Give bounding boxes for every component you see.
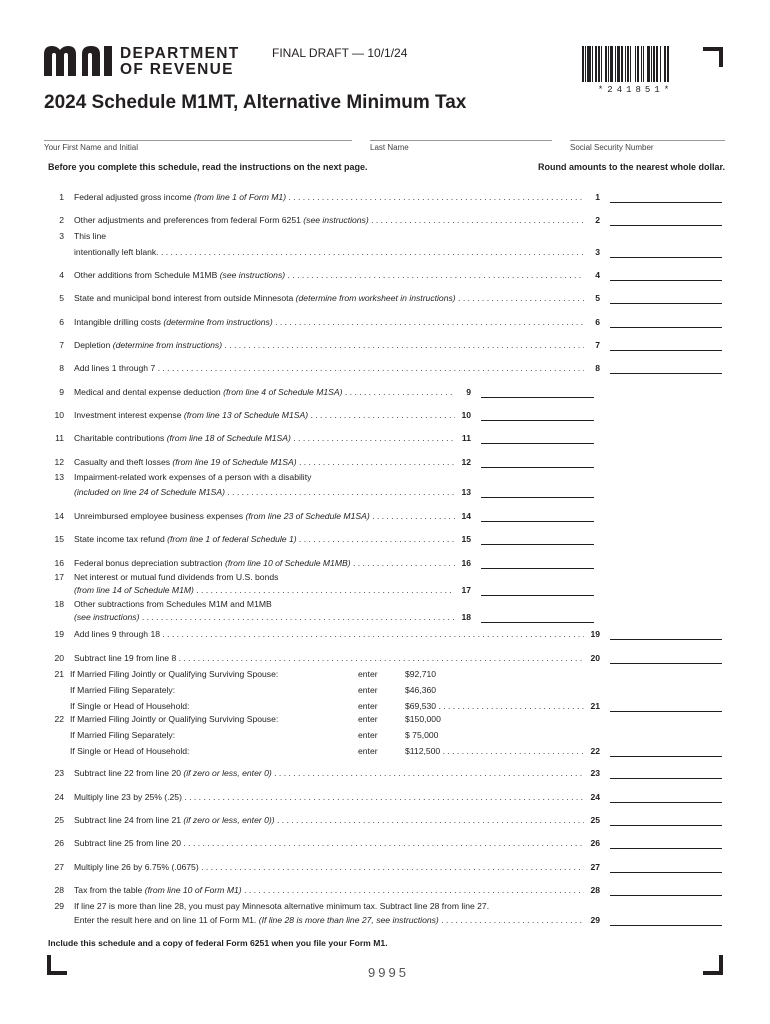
line-l12 <box>50 456 730 470</box>
barcode-bar <box>669 46 671 82</box>
draft-label: FINAL DRAFT — 10/1/24 <box>272 46 408 60</box>
line-l27-amount-field[interactable] <box>610 872 722 873</box>
line-l13 <box>50 486 730 500</box>
line-ref-number: 2 <box>595 215 600 225</box>
line-description <box>74 652 584 665</box>
line-description <box>74 584 455 597</box>
line-description <box>74 214 584 227</box>
line-number: 17 <box>54 572 64 582</box>
line-number: 9 <box>59 387 64 397</box>
line-description <box>74 316 584 329</box>
line-text: Add lines 9 through 18 <box>74 629 161 639</box>
enter-label: enter <box>358 714 378 724</box>
line-l22-r3: If Single or Head of Household: <box>70 746 190 756</box>
line-source: (from line 10 of Schedule M1MB) <box>224 558 351 568</box>
line-l3 <box>50 246 730 260</box>
line-text: intentionally left blank. <box>74 247 159 257</box>
line-number: 4 <box>59 270 64 280</box>
line-l23-amount-field[interactable] <box>610 778 722 779</box>
ssn-label: Social Security Number <box>570 143 654 152</box>
line-l11 <box>50 432 730 446</box>
line-l22 <box>50 745 730 759</box>
line-description <box>74 409 455 422</box>
line-l18-amount-field[interactable] <box>481 622 594 623</box>
line-ref-number: 12 <box>461 457 471 467</box>
line-text: State and municipal bond interest from outside Minnesota <box>74 293 296 303</box>
line-ref-number: 19 <box>590 629 600 639</box>
line-text: Casualty and theft losses <box>74 457 173 467</box>
line-ref-number: 13 <box>461 487 471 497</box>
line-ref-number: 23 <box>590 768 600 778</box>
line-l26-amount-field[interactable] <box>610 848 722 849</box>
line-l2-amount-field[interactable] <box>610 225 722 226</box>
line-text: $112,500 <box>405 746 441 756</box>
line-number: 23 <box>54 768 64 778</box>
line-text: Subtract line 24 from line 21 <box>74 815 184 825</box>
line-source: (from line 4 of Schedule M1SA) <box>223 387 343 397</box>
line-text: Tax from the table <box>74 885 145 895</box>
line-l14 <box>50 510 730 524</box>
line-text: Other additions from Schedule M1MB <box>74 270 220 280</box>
line-l25 <box>50 814 730 828</box>
line-l14-amount-field[interactable] <box>481 521 594 522</box>
line-source: (If line 28 is more than line 27, see instructions) <box>258 915 439 925</box>
line-number: 10 <box>54 410 64 420</box>
line-ref-number: 10 <box>461 410 471 420</box>
line-l18-text1: Other subtractions from Schedules M1M and M1MB <box>74 599 272 609</box>
line-source: (see instructions) <box>303 215 369 225</box>
line-l13-amount-field[interactable] <box>481 497 594 498</box>
line-number: 13 <box>54 472 64 482</box>
line-l9 <box>50 386 730 400</box>
department-line1: DEPARTMENT <box>120 45 240 62</box>
line-l1-amount-field[interactable] <box>610 202 722 203</box>
line-text: Multiply line 23 by 25% (.25) <box>74 792 182 802</box>
line-text: Multiply line 26 by 6.75% (.0675) <box>74 862 199 872</box>
line-l22-r1: If Married Filing Jointly or Qualifying Surviving Spouse: <box>70 714 279 724</box>
line-l27 <box>50 861 730 875</box>
line-description <box>74 837 584 850</box>
line-l21-a1: $92,710 <box>405 669 437 679</box>
line-l22-a2: $ 75,000 <box>405 730 439 740</box>
line-l15 <box>50 533 730 547</box>
line-number: 1 <box>59 192 64 202</box>
line-description <box>74 432 455 445</box>
line-number: 18 <box>54 599 64 609</box>
line-text: Subtract line 25 from line 20 <box>74 838 182 848</box>
line-number: 16 <box>54 558 64 568</box>
line-l21-amount-field[interactable] <box>610 711 722 712</box>
line-l3-amount-field[interactable] <box>610 257 722 258</box>
enter-label: enter <box>358 701 378 711</box>
line-l8-amount-field[interactable] <box>610 373 722 374</box>
line-description <box>74 362 584 375</box>
line-l16 <box>50 557 730 571</box>
line-l23 <box>50 767 730 781</box>
line-ref-number: 17 <box>461 585 471 595</box>
line-number: 24 <box>54 792 64 802</box>
line-text: Add lines 1 through 7 <box>74 363 156 373</box>
line-source: (see instructions) <box>219 270 286 280</box>
line-description <box>74 861 584 874</box>
line-text: Intangible drilling costs <box>74 317 164 327</box>
line-l20 <box>50 652 730 666</box>
line-ref-number: 6 <box>595 317 600 327</box>
line-source: (see instructions) <box>74 612 140 622</box>
line-l21-r2: If Married Filing Separately: <box>70 685 176 695</box>
line-description <box>74 191 584 204</box>
line-l29-amount-field[interactable] <box>610 925 722 926</box>
line-text: $69,530 <box>405 701 437 711</box>
line-l21-a2: $46,360 <box>405 685 437 695</box>
line-l3-text1: This line <box>74 231 106 241</box>
line-description <box>74 486 455 499</box>
line-number: 27 <box>54 862 64 872</box>
line-source: (determine from instructions) <box>163 317 273 327</box>
before-instructions: Before you complete this schedule, read the instructions on the next page. <box>48 162 368 172</box>
line-ref-number: 25 <box>590 815 600 825</box>
line-source: (included on line 24 of Schedule M1SA) <box>74 487 225 497</box>
line-description <box>405 745 584 758</box>
line-ref-number: 22 <box>590 746 600 756</box>
form-number: 9995 <box>368 965 409 980</box>
line-description <box>74 386 455 399</box>
line-ref-number: 9 <box>466 387 471 397</box>
line-ref-number: 1 <box>595 192 600 202</box>
line-number: 26 <box>54 838 64 848</box>
line-l20-amount-field[interactable] <box>610 663 722 664</box>
line-ref-number: 27 <box>590 862 600 872</box>
line-number: 3 <box>59 231 64 241</box>
line-l10-amount-field[interactable] <box>481 420 594 421</box>
department-line2: OF REVENUE <box>120 61 234 78</box>
line-l17-amount-field[interactable] <box>481 595 594 596</box>
line-description <box>74 611 455 624</box>
line-l19 <box>50 628 730 642</box>
footer-note: Include this schedule and a copy of federal Form 6251 when you file your Form M1. <box>48 938 388 948</box>
line-l9-amount-field[interactable] <box>481 397 594 398</box>
last-name-label: Last Name <box>370 143 409 152</box>
line-description <box>74 510 455 523</box>
registration-mark-bottom-right <box>703 955 723 975</box>
registration-mark-top-right <box>703 47 723 67</box>
line-text: Investment interest expense <box>74 410 184 420</box>
line-number: 12 <box>54 457 64 467</box>
line-text: Other adjustments and preferences from federal Form 6251 <box>74 215 304 225</box>
line-l4-amount-field[interactable] <box>610 280 722 281</box>
line-text: Federal bonus depreciation subtraction <box>74 558 225 568</box>
line-l17 <box>50 584 730 598</box>
line-number: 28 <box>54 885 64 895</box>
line-l29 <box>50 914 730 928</box>
line-ref-number: 29 <box>590 915 600 925</box>
line-l25-amount-field[interactable] <box>610 825 722 826</box>
line-number: 19 <box>54 629 64 639</box>
line-l1 <box>50 191 730 205</box>
line-ref-number: 11 <box>461 433 471 443</box>
line-l19-amount-field[interactable] <box>610 639 722 640</box>
line-description <box>74 767 584 780</box>
line-source: (from line 23 of Schedule M1SA) <box>245 511 370 521</box>
rounding-instructions: Round amounts to the nearest whole dollar. <box>537 162 725 172</box>
line-number: 22 <box>54 714 64 724</box>
line-l29-text1: If line 27 is more than line 28, you must pay Minnesota alternative minimum tax. Subtract line 28 from line 27. <box>74 901 490 911</box>
line-ref-number: 18 <box>461 612 471 622</box>
line-source: (determine from instructions) <box>112 340 223 350</box>
line-l15-amount-field[interactable] <box>481 544 594 545</box>
line-source: (if zero or less, enter 0)) <box>183 815 275 825</box>
line-l26 <box>50 837 730 851</box>
line-l22-amount-field[interactable] <box>610 756 722 757</box>
line-l24 <box>50 791 730 805</box>
line-text: Unreimbursed employee business expenses <box>74 511 246 521</box>
line-l7 <box>50 339 730 353</box>
line-description <box>74 914 584 927</box>
line-text: Enter the result here and on line 11 of Form M1. <box>74 915 259 925</box>
last-name-input[interactable] <box>370 140 552 141</box>
ssn-input[interactable] <box>570 140 725 141</box>
line-ref-number: 4 <box>595 270 600 280</box>
line-l2 <box>50 214 730 228</box>
line-description <box>74 246 584 259</box>
line-description <box>74 292 584 305</box>
line-description <box>74 533 455 546</box>
line-l22-r2: If Married Filing Separately: <box>70 730 176 740</box>
line-description <box>74 628 584 641</box>
line-source: (from line 13 of Schedule M1SA) <box>183 410 309 420</box>
line-source: (from line 1 of Form M1) <box>193 192 287 202</box>
line-ref-number: 28 <box>590 885 600 895</box>
line-number: 25 <box>54 815 64 825</box>
line-description <box>74 884 584 897</box>
enter-label: enter <box>358 730 378 740</box>
line-ref-number: 21 <box>590 701 600 711</box>
line-text: Subtract line 19 from line 8 <box>74 653 177 663</box>
line-l16-amount-field[interactable] <box>481 568 594 569</box>
line-l24-amount-field[interactable] <box>610 802 722 803</box>
line-number: 21 <box>54 669 64 679</box>
line-ref-number: 26 <box>590 838 600 848</box>
line-l11-amount-field[interactable] <box>481 443 594 444</box>
line-l7-amount-field[interactable] <box>610 350 722 351</box>
line-ref-number: 16 <box>461 558 471 568</box>
line-text: State income tax refund <box>74 534 168 544</box>
line-source: (from line 18 of Schedule M1SA) <box>166 433 291 443</box>
line-description <box>74 269 584 282</box>
line-l5-amount-field[interactable] <box>610 303 722 304</box>
line-text: Medical and dental expense deduction <box>74 387 224 397</box>
line-description <box>74 814 584 827</box>
barcode-text: *241851* <box>597 85 674 95</box>
line-number: 7 <box>59 340 64 350</box>
line-l12-amount-field[interactable] <box>481 467 594 468</box>
line-number: 20 <box>54 653 64 663</box>
line-ref-number: 3 <box>595 247 600 257</box>
line-description <box>74 557 455 570</box>
line-number: 5 <box>59 293 64 303</box>
enter-label: enter <box>358 746 378 756</box>
first-name-input[interactable] <box>44 140 352 141</box>
line-description <box>74 456 455 469</box>
line-text: Subtract line 22 from line 20 <box>74 768 184 778</box>
line-number: 29 <box>54 901 64 911</box>
first-name-label: Your First Name and Initial <box>44 143 138 152</box>
line-ref-number: 8 <box>595 363 600 373</box>
enter-label: enter <box>358 685 378 695</box>
mn-logo-icon <box>44 46 116 76</box>
line-text: Charitable contributions <box>74 433 167 443</box>
line-l10 <box>50 409 730 423</box>
line-l6 <box>50 316 730 330</box>
line-number: 6 <box>59 317 64 327</box>
line-text: Federal adjusted gross income <box>74 192 194 202</box>
line-l21 <box>50 700 730 714</box>
line-source: (determine from worksheet in instructions) <box>295 293 456 303</box>
line-ref-number: 5 <box>595 293 600 303</box>
line-source: (from line 19 of Schedule M1SA) <box>172 457 297 467</box>
line-source: (if zero or less, enter 0) <box>183 768 272 778</box>
line-number: 11 <box>55 433 64 443</box>
line-l28-amount-field[interactable] <box>610 895 722 896</box>
line-l21-r1: If Married Filing Jointly or Qualifying Surviving Spouse: <box>70 669 279 679</box>
line-ref-number: 15 <box>461 534 471 544</box>
line-l18 <box>50 611 730 625</box>
department-name <box>120 46 240 78</box>
line-number: 15 <box>54 534 64 544</box>
line-number: 8 <box>59 363 64 373</box>
line-description <box>74 791 584 804</box>
line-l5 <box>50 292 730 306</box>
registration-mark-bottom-left <box>47 955 67 975</box>
line-description <box>405 700 584 713</box>
line-text: Depletion <box>74 340 113 350</box>
line-l21-r3: If Single or Head of Household: <box>70 701 190 711</box>
barcode <box>582 46 689 82</box>
line-description <box>74 339 584 352</box>
page-title: 2024 Schedule M1MT, Alternative Minimum Tax <box>44 92 467 113</box>
enter-label: enter <box>358 669 378 679</box>
line-source: (from line 14 of Schedule M1M) <box>74 585 194 595</box>
line-ref-number: 20 <box>590 653 600 663</box>
line-l4 <box>50 269 730 283</box>
line-l28 <box>50 884 730 898</box>
line-ref-number: 14 <box>461 511 471 521</box>
line-ref-number: 7 <box>595 340 600 350</box>
line-l13-text1: Impairment-related work expenses of a person with a disability <box>74 472 312 482</box>
line-l22-a1: $150,000 <box>405 714 441 724</box>
line-ref-number: 24 <box>590 792 600 802</box>
line-l17-text1: Net interest or mutual fund dividends from U.S. bonds <box>74 572 279 582</box>
line-l8 <box>50 362 730 376</box>
line-number: 14 <box>54 511 64 521</box>
line-source: (from line 10 of Form M1) <box>144 885 242 895</box>
line-number: 2 <box>59 215 64 225</box>
line-source: (from line 1 of federal Schedule 1) <box>167 534 297 544</box>
line-l6-amount-field[interactable] <box>610 327 722 328</box>
